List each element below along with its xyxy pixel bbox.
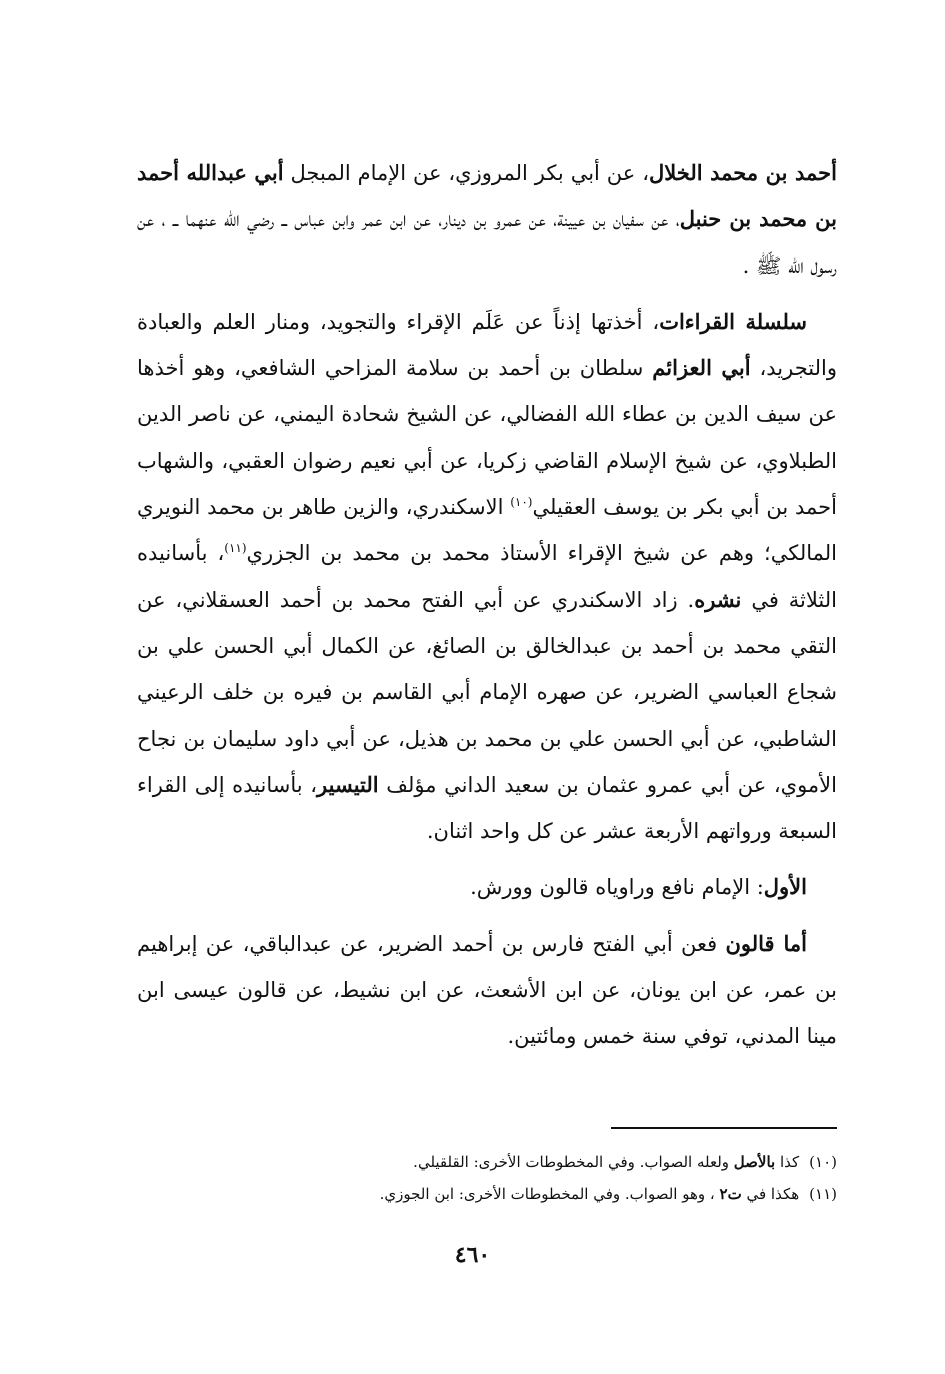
paragraph-isnad-hadith xyxy=(137,150,837,289)
text-span: سلطان بن أحمد بن سلامة المزاحي الشافعي، وهو أخذها عن سيف الدين بن عطاء الله الفضالي، عن الشيخ شحادة اليمني، عن ناصر الدين الطبلاوي، عن شيخ الإسلام القاضي زكريا، عن أبي نعيم رضوان العقبي، والشهاب أحمد بن أبي بكر بن يوسف العقيلي xyxy=(137,356,837,520)
footnote-10 xyxy=(137,1146,837,1178)
footnote-ref-11: (١١) xyxy=(224,541,247,556)
text-span: هكذا في xyxy=(741,1185,800,1203)
text-span: ، بأسانيده إلى القراء السبعة ورواتهم الأربعة عشر عن كل واحد اثنان. xyxy=(137,772,837,844)
text-span: . زاد الاسكندري عن أبي الفتح محمد بن أحمد العسقلاني، عن التقي محمد بن أحمد بن عبدالخالق بن الصائغ، عن الكمال أبي الحسن علي بن شجاع العباسي الضرير، عن صهره الإمام أبي القاسم بن فيره بن خلف الرعيني الشاطبي، عن أبي الحسن علي بن محمد بن هذيل، عن أبي داود سليمان بن نجاح الأموي، عن أبي عمرو عثمان بن سعيد الداني مؤلف xyxy=(137,587,837,797)
text-span: ، أخذتها إذناً عن عَلَم الإقراء والتجويد، ومنار العلم والعبادة والتجريد، xyxy=(137,309,837,381)
text-span: ، عن أبي بكر المروزي، عن الإمام المبجل xyxy=(283,161,649,185)
text-span: ، وهو الصواب. وفي المخطوطات الأخرى: ابن الجوزي. xyxy=(379,1185,720,1203)
page-number: ٤٦٠ xyxy=(454,1242,491,1268)
text-span: ت٢ xyxy=(719,1185,742,1203)
book-title: نشره xyxy=(694,586,742,612)
paragraph-qiraat-chain xyxy=(137,299,837,855)
footnote-number: (١١) xyxy=(809,1185,837,1203)
section-heading: الأول xyxy=(763,874,807,900)
main-text xyxy=(137,150,837,1060)
footnote-ref-10: (١٠) xyxy=(510,495,533,510)
text-span: ، عن سفيان بن عيينة، عن عمرو بن دينار، عن ابن عمر وابن عباس ــ رضي الله عنهما ــ ، عن رسول الله ﷺ . xyxy=(137,207,837,278)
text-span: : الإمام نافع وراوياه قالون وورش. xyxy=(470,875,764,900)
text-span: الاسكندري، والزين طاهر بن محمد النويري المالكي؛ وهم عن شيخ الإقراء الأستاذ محمد بن محمد بن الجزري xyxy=(137,495,837,566)
text-span: أبي عبدالله أحمد بن محمد بن حنبل xyxy=(137,160,837,232)
footnotes xyxy=(137,1146,837,1210)
footnote-11 xyxy=(137,1178,837,1210)
text-span: كذا xyxy=(775,1153,800,1171)
paragraph-qalun xyxy=(137,921,837,1060)
paragraph-first-reader xyxy=(137,864,837,910)
text-span: أحمد بن محمد الخلال xyxy=(649,160,837,185)
text-span: أبي العزائم xyxy=(652,355,751,381)
text-span: بالأصل xyxy=(733,1153,776,1171)
footnote-divider xyxy=(611,1127,837,1129)
text-span: ، بأسانيده الثلاثة في xyxy=(137,541,837,612)
text-span: فعن أبي الفتح فارس بن أحمد الضرير، عن عبدالباقي، عن إبراهيم بن عمر، عن ابن يونان، عن ابن الأشعث، عن ابن نشيط، عن قالون عيسى ابن مينا المدني، توفي سنة خمس ومائتين. xyxy=(137,931,837,1049)
book-title: التيسير xyxy=(317,771,379,797)
text-span: ولعله الصواب. وفي المخطوطات الأخرى: القلقيلي. xyxy=(413,1153,734,1171)
section-heading: أما قالون xyxy=(725,930,807,956)
section-heading: سلسلة القراءات xyxy=(659,308,807,334)
footnote-number: (١٠) xyxy=(809,1153,837,1171)
